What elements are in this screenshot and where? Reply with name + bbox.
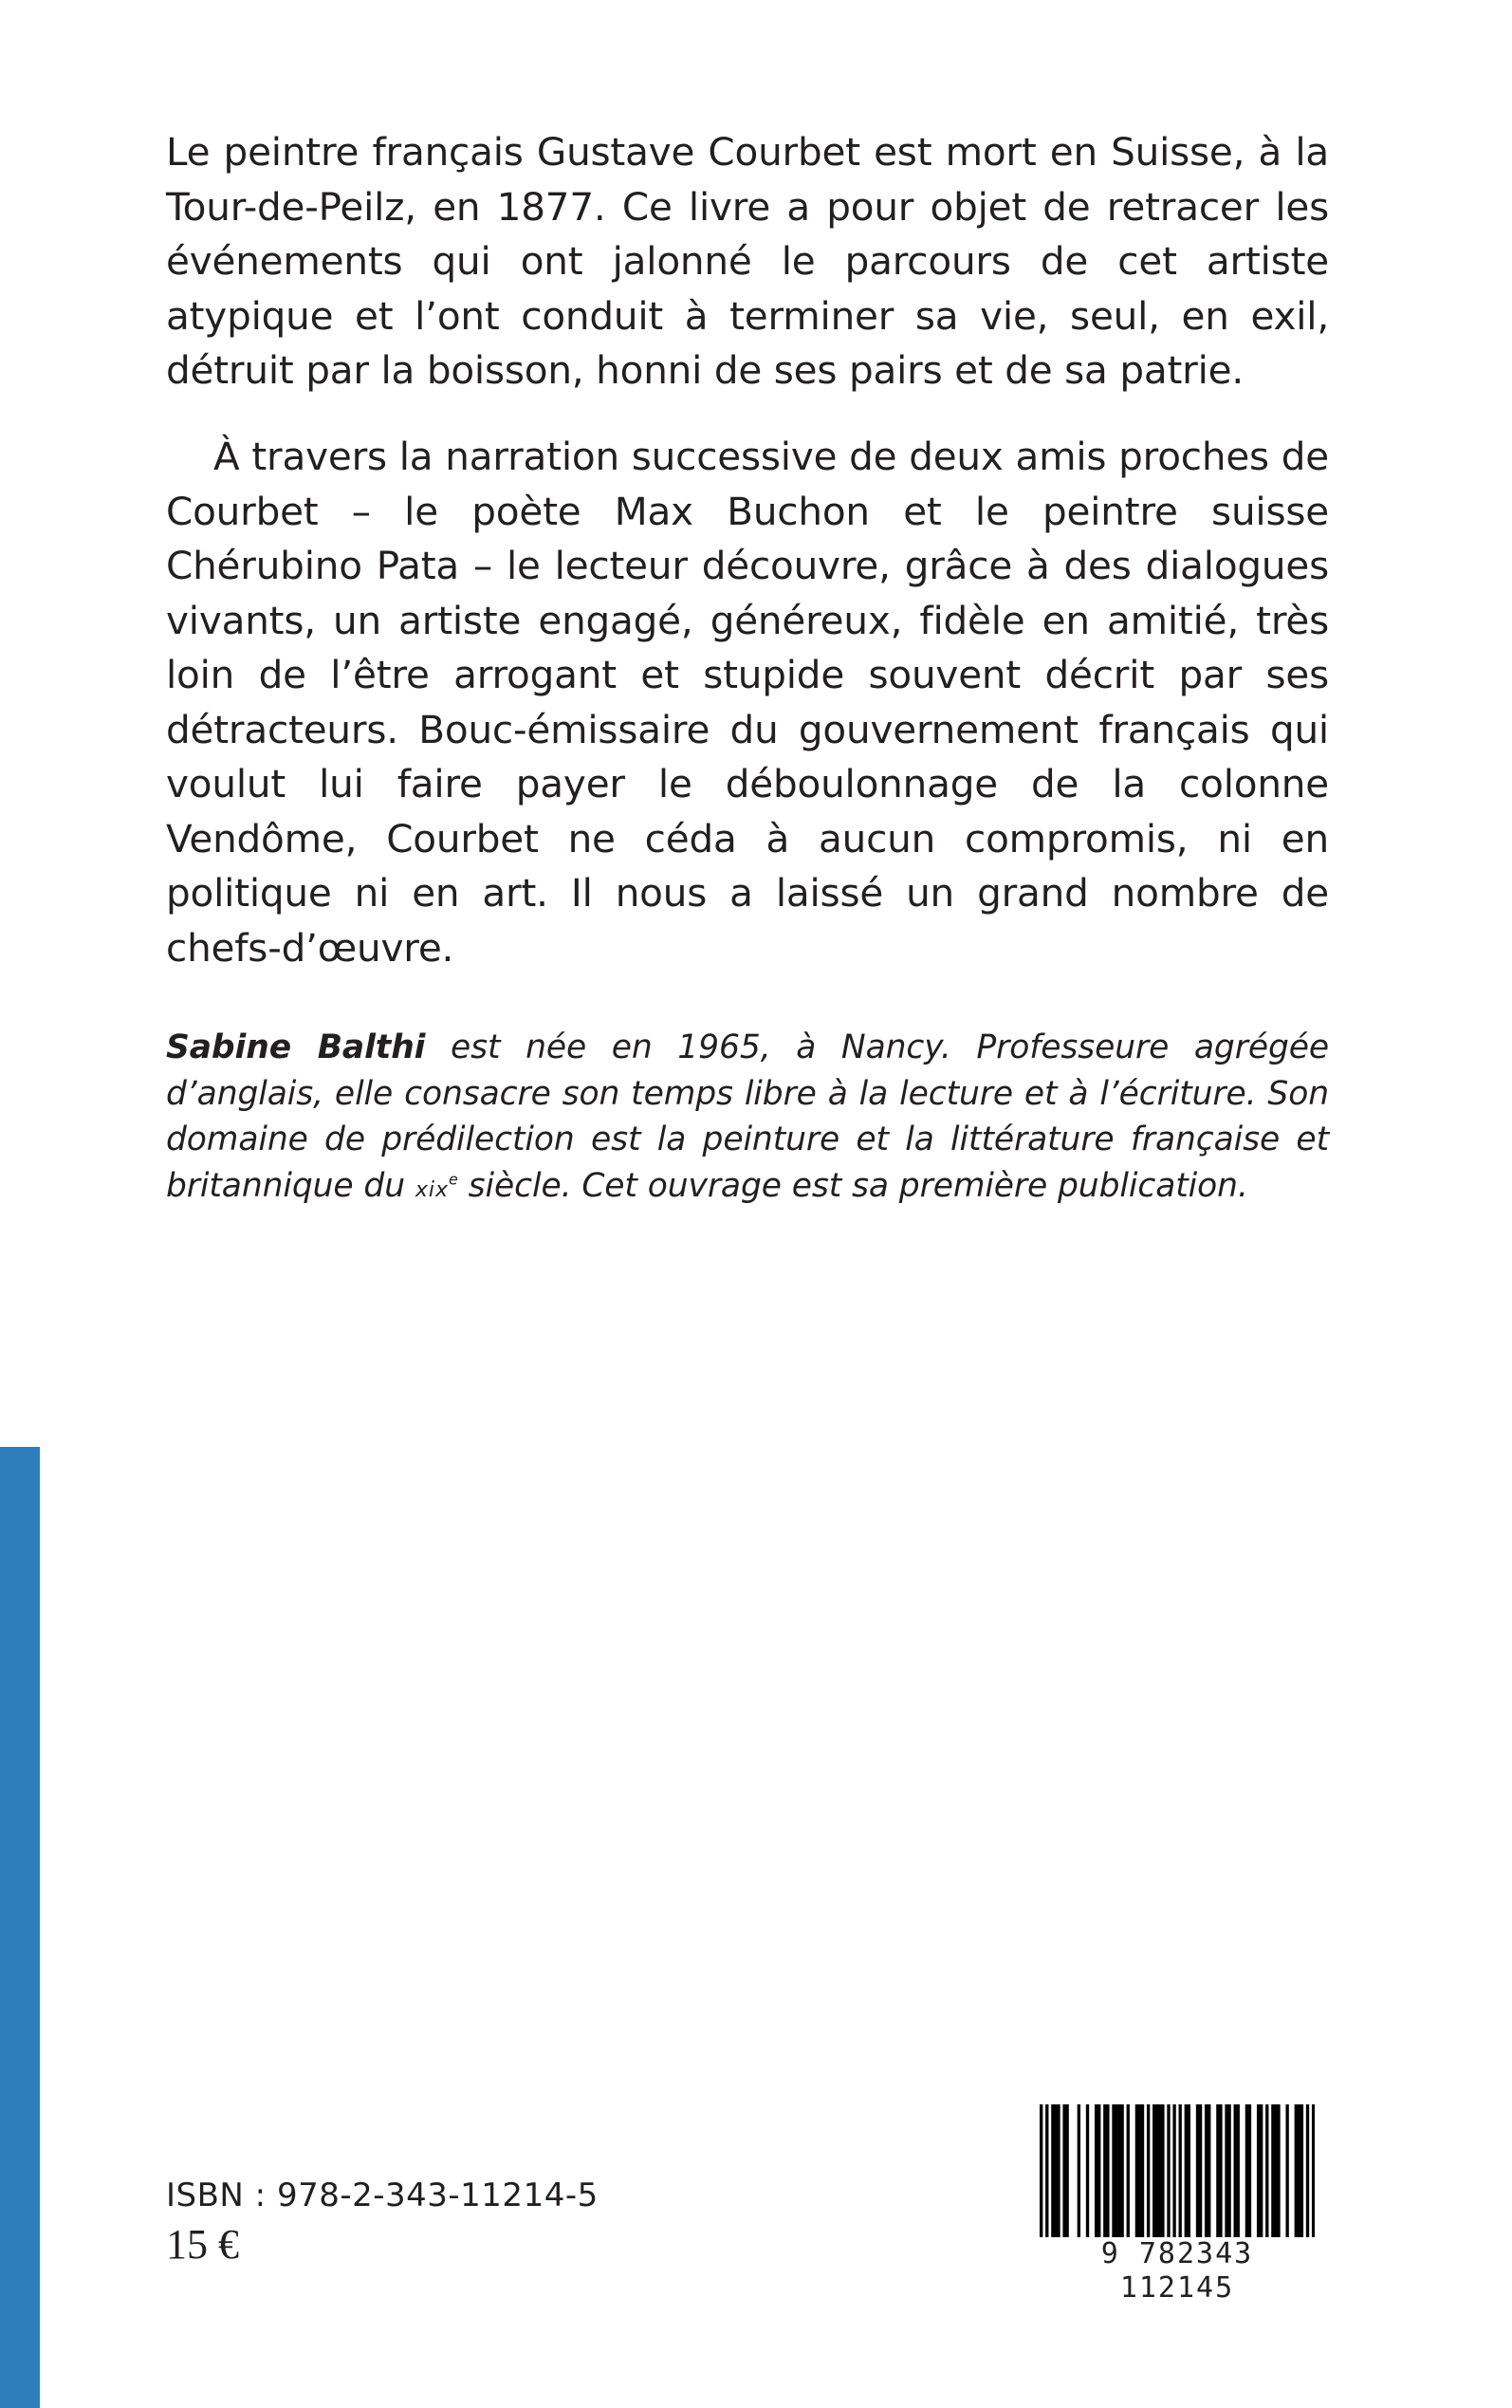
blurb-paragraph-2: À travers la narration successive de deux amis proches de Courbet – le poète Max Buchon et le peintre suisse Chérubino Pata – le lecteur découvre, grâce à des dialogues vivants, un artiste engagé, généreux, fidèle en amitié, très loin de l’être arrogant et stupide souvent décrit par ses détracteurs. Bouc-émissaire du gouvernement français qui voulut lui faire payer le déboulonnage de la colonne Vendôme, Courbet ne céda à aucun compromis, ni en politique ni en art. Il nous a laissé un grand nombre de chefs-d’œuvre. — [166, 434, 1329, 971]
century-suffix: e — [449, 1170, 458, 1188]
barcode-bar — [1120, 2104, 1123, 2237]
blue-side-band — [0, 1447, 40, 2408]
barcode-bar — [1097, 2104, 1100, 2237]
barcode-bar — [1179, 2104, 1182, 2237]
barcode-bar — [1237, 2104, 1240, 2237]
barcode-bar — [1265, 2104, 1268, 2237]
barcode-bar — [1065, 2104, 1068, 2237]
century-numeral: xix — [415, 1177, 449, 1202]
barcode-bar — [1298, 2104, 1300, 2237]
barcode-bar — [1285, 2104, 1288, 2237]
barcode-bar — [1234, 2104, 1237, 2237]
barcode-bar — [1045, 2104, 1048, 2237]
barcode-bar — [1051, 2104, 1054, 2237]
barcode-bar — [1115, 2104, 1117, 2237]
barcode-bar — [1103, 2104, 1106, 2237]
barcode-bars — [1040, 2104, 1315, 2237]
blurb-paragraph-1: Le peintre français Gustave Courbet est mort en Suisse, à la Tour-de-Peilz, en 1877. Ce livre a pour objet de retracer les événements qui ont jalonné le parcours de cet artiste atypique et l’ont conduit à terminer sa vie, seul, en exil, détruit par la boisson, honni de ses pairs et de sa patrie. — [166, 129, 1329, 393]
barcode-bar — [1147, 2104, 1150, 2237]
barcode-bar — [1225, 2104, 1227, 2237]
barcode-bar — [1300, 2104, 1303, 2237]
author-bio — [166, 1025, 1329, 1213]
barcode-bar — [1208, 2104, 1210, 2237]
barcode-bar — [1078, 2104, 1080, 2237]
barcode-digits: 9 782343 112145 — [1040, 2237, 1315, 2306]
author-bio-text-2: siècle. Cet ouvrage est sa première publication. — [457, 1166, 1248, 1205]
barcode-bar — [1106, 2104, 1109, 2237]
barcode-bar — [1158, 2104, 1161, 2237]
barcode-bar — [1274, 2104, 1277, 2237]
barcode-bar — [1245, 2104, 1248, 2237]
barcode-bar — [1227, 2104, 1230, 2237]
barcode-bar — [1141, 2104, 1144, 2237]
barcode-bar — [1196, 2104, 1199, 2237]
barcode-bar — [1057, 2104, 1060, 2237]
barcode-bar — [1312, 2104, 1315, 2237]
barcode-bar — [1152, 2104, 1155, 2237]
barcode-bar — [1127, 2104, 1130, 2237]
barcode-bar — [1167, 2104, 1170, 2237]
isbn-label: ISBN : 978-2-343-11214-5 — [166, 2176, 599, 2214]
barcode-bar — [1086, 2104, 1089, 2237]
barcode-bar — [1271, 2104, 1274, 2237]
barcode-bar — [1216, 2104, 1219, 2237]
barcode-bar — [1172, 2104, 1175, 2237]
barcode-bar — [1054, 2104, 1057, 2237]
barcode-bar — [1117, 2104, 1120, 2237]
barcode-bar — [1185, 2104, 1188, 2237]
barcode-bar — [1155, 2104, 1158, 2237]
barcode-bar — [1277, 2104, 1280, 2237]
barcode-bar — [1199, 2104, 1202, 2237]
barcode-bar — [1205, 2104, 1208, 2237]
barcode-bar — [1138, 2104, 1141, 2237]
author-bio-text-1: est née en 1965, à Nancy. Professeure agrégée d’anglais, elle consacre son temps libre à la lecture et à l’écriture. Son domaine de prédilection est la peinture et la littérature française et britannique du — [166, 1028, 1329, 1205]
barcode-bar — [1062, 2104, 1065, 2237]
barcode-bar — [1260, 2104, 1263, 2237]
barcode-bar — [1161, 2104, 1164, 2237]
barcode-bar — [1295, 2104, 1298, 2237]
barcode-bar — [1188, 2104, 1190, 2237]
barcode-bar — [1040, 2104, 1042, 2237]
price-label: 15 € — [166, 2221, 239, 2268]
barcode-bar — [1112, 2104, 1115, 2237]
barcode-bar — [1095, 2104, 1097, 2237]
barcode-bar — [1248, 2104, 1251, 2237]
barcode-bar — [1257, 2104, 1260, 2237]
barcode-bar — [1219, 2104, 1222, 2237]
author-name: Sabine Balthi — [166, 1028, 426, 1066]
barcode-bar — [1135, 2104, 1138, 2237]
barcode-bar — [1306, 2104, 1309, 2237]
